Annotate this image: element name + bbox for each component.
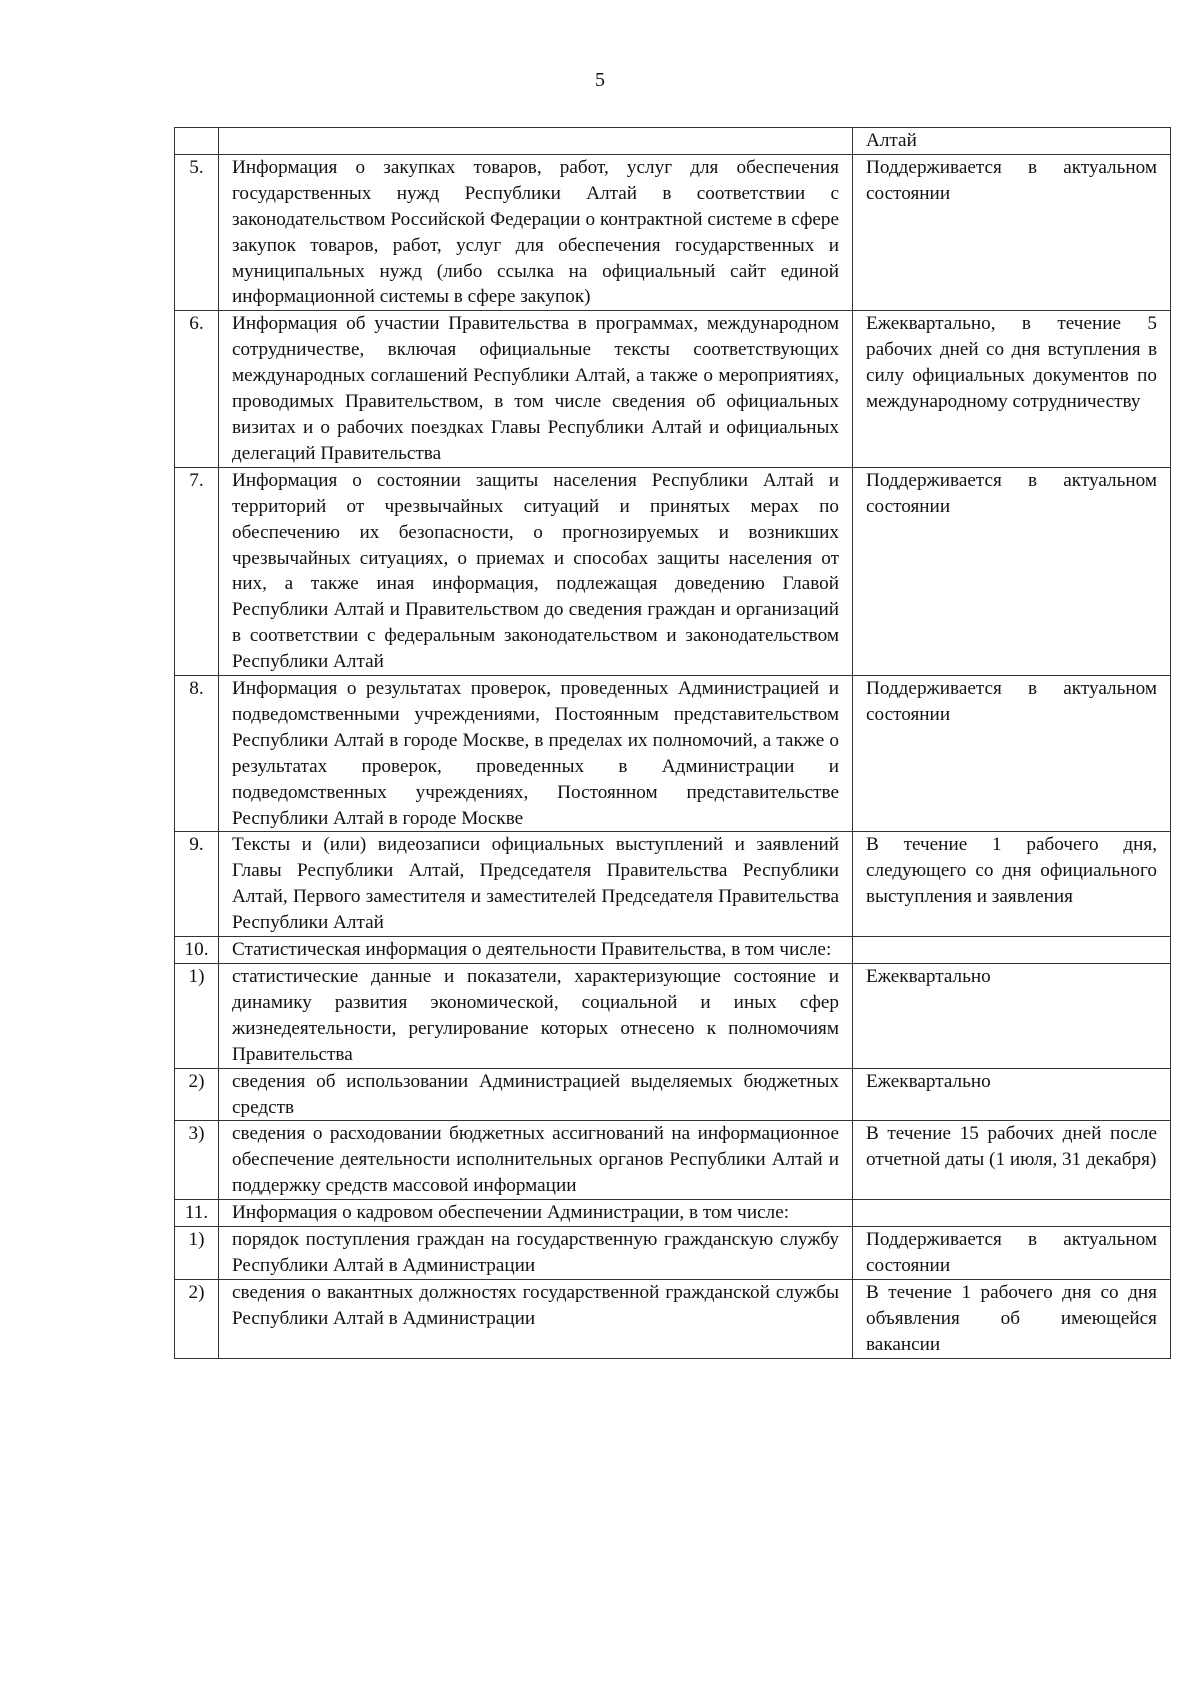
row-schedule: Ежеквартально — [853, 964, 1171, 1069]
row-schedule: Поддерживается в актуальном состоянии — [853, 154, 1171, 310]
row-schedule: В течение 1 рабочего дня, следующего со дня официального выступления и заявления — [853, 832, 1171, 937]
row-number: 8. — [175, 676, 219, 832]
row-number: 5. — [175, 154, 219, 310]
row-number: 1) — [175, 1227, 219, 1280]
row-number: 7. — [175, 467, 219, 675]
row-description: Информация об участии Правительства в программах, международном сотрудничестве, включая официальные тексты соответствующих международных соглашений Республики Алтай, а также о мероприятиях, проводимых Правительством, в том числе сведения об официальных визитах и о рабочих поездках Главы Республики Алтай и официальных делегаций Правительства — [219, 311, 853, 467]
row-description: сведения об использовании Администрацией выделяемых бюджетных средств — [219, 1068, 853, 1121]
table-row — [175, 1200, 1171, 1227]
row-number: 11. — [175, 1200, 219, 1227]
row-schedule: Ежеквартально — [853, 1068, 1171, 1121]
information-table — [174, 127, 1171, 1359]
row-description: Тексты и (или) видеозаписи официальных выступлений и заявлений Главы Республики Алтай, Председателя Правительства Республики Алтай, Первого заместителя и заместителей Председателя Правительства Республики Алтай — [219, 832, 853, 937]
row-schedule: Поддерживается в актуальном состоянии — [853, 676, 1171, 832]
row-number: 1) — [175, 964, 219, 1069]
table-row — [175, 1121, 1171, 1200]
row-description: сведения о вакантных должностях государственной гражданской службы Республики Алтай в Администрации — [219, 1279, 853, 1358]
row-schedule: Поддерживается в актуальном состоянии — [853, 1227, 1171, 1280]
row-number: 6. — [175, 311, 219, 467]
table-row — [175, 467, 1171, 675]
row-description: сведения о расходовании бюджетных ассигнований на информационное обеспечение деятельности исполнительных органов Республики Алтай и поддержку средств массовой информации — [219, 1121, 853, 1200]
row-schedule: Поддерживается в актуальном состоянии — [853, 467, 1171, 675]
row-number: 10. — [175, 937, 219, 964]
row-schedule — [853, 937, 1171, 964]
row-description: Информация о закупках товаров, работ, услуг для обеспечения государственных нужд Республики Алтай в соответствии с законодательством Российской Федерации о контрактной системе в сфере закупок товаров, работ, услуг для обеспечения государственных и муниципальных нужд (либо ссылка на официальный сайт единой информационной системы в сфере закупок) — [219, 154, 853, 310]
table-row — [175, 832, 1171, 937]
row-description: Статистическая информация о деятельности Правительства, в том числе: — [219, 937, 853, 964]
row-description: порядок поступления граждан на государственную гражданскую службу Республики Алтай в Администрации — [219, 1227, 853, 1280]
table-row — [175, 676, 1171, 832]
row-number — [175, 128, 219, 155]
row-schedule: В течение 1 рабочего дня со дня объявления об имеющейся вакансии — [853, 1279, 1171, 1358]
table-row — [175, 1227, 1171, 1280]
row-description: Информация о кадровом обеспечении Администрации, в том числе: — [219, 1200, 853, 1227]
row-number: 2) — [175, 1068, 219, 1121]
page-number: 5 — [595, 69, 605, 91]
row-number: 9. — [175, 832, 219, 937]
row-description — [219, 128, 853, 155]
row-schedule: В течение 15 рабочих дней после отчетной даты (1 июля, 31 декабря) — [853, 1121, 1171, 1200]
row-schedule: Ежеквартально, в течение 5 рабочих дней со дня вступления в силу официальных документов по международному сотрудничеству — [853, 311, 1171, 467]
table-row — [175, 128, 1171, 155]
row-number: 2) — [175, 1279, 219, 1358]
table-row — [175, 154, 1171, 310]
row-number: 3) — [175, 1121, 219, 1200]
row-description: статистические данные и показатели, характеризующие состояние и динамику развития экономической, социальной и иных сфер жизнедеятельности, регулирование которых отнесено к полномочиям Правительства — [219, 964, 853, 1069]
row-schedule — [853, 1200, 1171, 1227]
row-description: Информация о состоянии защиты населения Республики Алтай и территорий от чрезвычайных ситуаций и принятых мерах по обеспечению их безопасности, о прогнозируемых и возникших чрезвычайных ситуациях, о приемах и способах защиты населения от них, а также иная информация, подлежащая доведению Главой Республики Алтай и Правительством до сведения граждан и организаций в соответствии с федеральным законодательством и законодательством Республики Алтай — [219, 467, 853, 675]
row-description: Информация о результатах проверок, проведенных Администрацией и подведомственными учреждениями, Постоянным представительством Республики Алтай в городе Москве, в пределах их полномочий, а также о результатах проверок, проведенных в Администрации и подведомственных учреждениях, Постоянном представительстве Республики Алтай в городе Москве — [219, 676, 853, 832]
table-row — [175, 937, 1171, 964]
table-row — [175, 1068, 1171, 1121]
row-schedule: Алтай — [853, 128, 1171, 155]
table-row — [175, 964, 1171, 1069]
table-row — [175, 311, 1171, 467]
table-row — [175, 1279, 1171, 1358]
